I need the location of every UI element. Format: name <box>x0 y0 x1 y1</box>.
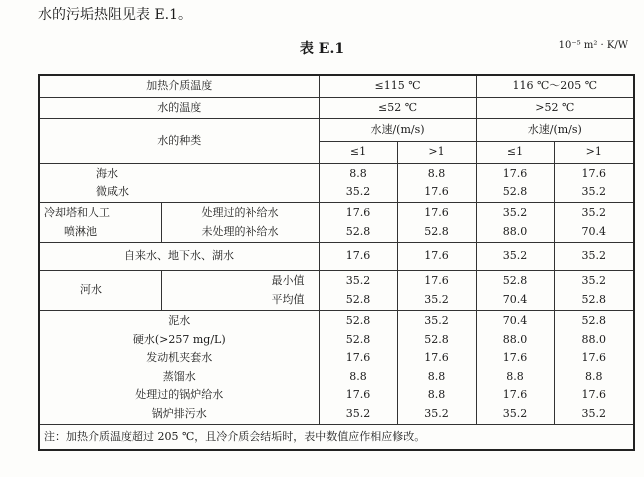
row-label-misc: 泥水 硬水(>257 mg/L) 发动机夹套水 蒸馏水 处理过的锅炉给水 锅炉排污水 <box>39 311 319 425</box>
header-medium-temp-label: 加热介质温度 <box>39 75 319 98</box>
table-caption: 表 E.1 <box>299 41 345 57</box>
header-water-temp-label: 水的温度 <box>39 98 319 119</box>
value-cell: 17.6 52.8 <box>319 203 397 243</box>
row-label-tap: 自来水、地下水、湖水 <box>39 243 319 271</box>
value-cell: 35.2 <box>554 243 634 271</box>
value-cell: 17.6 52.8 <box>476 164 554 203</box>
value-cell: 35.2 52.8 <box>319 271 397 311</box>
value-cell: 52.8 70.4 <box>476 271 554 311</box>
table-note: 注：加热介质温度超过 205 ℃，且冷介质会结垢时，表中数值应作相应修改。 <box>39 425 634 451</box>
value-cell: 17.6 52.8 <box>397 203 476 243</box>
value-cell: 8.8 35.2 <box>319 164 397 203</box>
value-cell: 52.8 52.8 17.6 8.8 17.6 35.2 <box>319 311 397 425</box>
row-label: 微咸水 <box>96 185 129 198</box>
table-row <box>39 271 634 311</box>
unit-label: 10⁻⁵ m² · K/W <box>558 40 628 51</box>
table-row <box>39 311 634 425</box>
header-speed-le1: ≤1 <box>319 142 397 164</box>
header-medium-temp-low: ≤115 ℃ <box>319 75 476 98</box>
header-medium-temp-high: 116 ℃～205 ℃ <box>476 75 634 98</box>
value-cell: 35.2 52.8 17.6 8.8 8.8 35.2 <box>397 311 476 425</box>
value-cell: 17.6 35.2 <box>397 271 476 311</box>
header-water-type-label: 水的种类 <box>39 119 319 164</box>
header-water-temp-high: >52 ℃ <box>476 98 634 119</box>
value-cell: 17.6 <box>397 243 476 271</box>
header-row-medium-temp <box>39 75 634 98</box>
header-speed-le1: ≤1 <box>476 142 554 164</box>
value-cell: 35.2 88.0 <box>476 203 554 243</box>
row-label: 海水 <box>96 166 118 180</box>
value-cell: 35.2 52.8 <box>554 271 634 311</box>
fouling-resistance-table <box>38 74 635 451</box>
row-label-makeup: 处理过的补给水 未处理的补给水 <box>161 203 319 243</box>
row-group-cooling-tower: 冷却塔和人工 喷淋池 <box>39 203 161 243</box>
header-row-water-temp <box>39 98 634 119</box>
table-row <box>39 164 634 203</box>
value-cell: 8.8 17.6 <box>397 164 476 203</box>
header-speed-gt1: >1 <box>397 142 476 164</box>
value-cell: 17.6 <box>319 243 397 271</box>
table-row <box>39 243 634 271</box>
value-cell: 35.2 <box>476 243 554 271</box>
value-cell: 70.4 88.0 17.6 8.8 17.6 35.2 <box>476 311 554 425</box>
header-speed-gt1: >1 <box>554 142 634 164</box>
header-water-temp-low: ≤52 ℃ <box>319 98 476 119</box>
header-speed-label-2: 水速/(m/s) <box>476 119 634 142</box>
table-row <box>39 203 634 243</box>
header-row-speed <box>39 119 634 142</box>
table-note-row <box>39 425 634 451</box>
intro-text: 水的污垢热阻见表 E.1。 <box>38 7 193 23</box>
value-cell: 17.6 35.2 <box>554 164 634 203</box>
value-cell: 52.8 88.0 17.6 8.8 17.6 35.2 <box>554 311 634 425</box>
row-label-sea-brackish <box>39 164 319 203</box>
row-group-river: 河水 <box>39 271 161 311</box>
row-label-river: 最小值 平均值 <box>161 271 319 311</box>
header-speed-label-1: 水速/(m/s) <box>319 119 476 142</box>
value-cell: 35.2 70.4 <box>554 203 634 243</box>
